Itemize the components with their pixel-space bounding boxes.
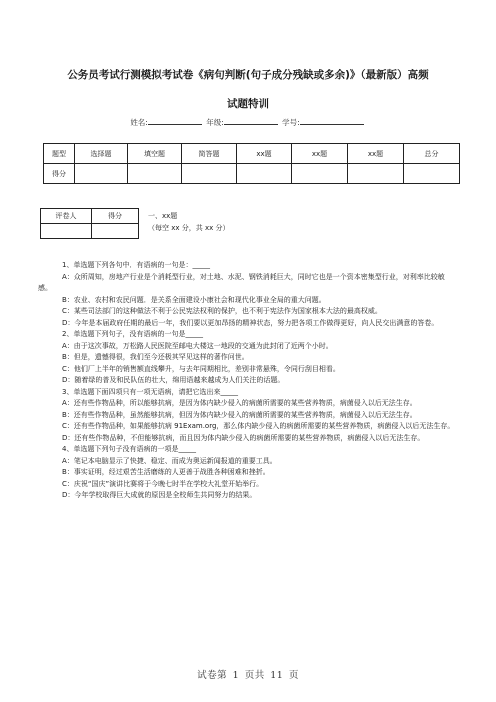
footer-prefix: 试卷第	[197, 670, 228, 681]
score-cell[interactable]	[128, 164, 182, 184]
score-table-header-row	[44, 144, 460, 164]
score-row-label: 得分	[44, 164, 75, 184]
grader-cell[interactable]	[41, 224, 92, 239]
answer-option[interactable]: C：庆祝“国庆”演讲比赛将于今晚七时半在学校大礼堂开始举行。	[62, 479, 264, 488]
answer-option[interactable]: A：还有些作物品种，所以能够抗病，是因为体内缺少侵入的病菌所需要的某些营养物质，病菌侵入以后无法生存。	[62, 399, 417, 407]
name-label: 姓名:	[130, 118, 148, 127]
score-header-cell: 总分	[404, 144, 460, 164]
answer-option[interactable]: D：今年学校取得巨大成就的原因是全校师生共同努力的结果。	[62, 491, 257, 499]
answer-option[interactable]: C：某些司法部门的这种做法不利于公民宪法权利的保护，也不利于宪法作为国家根本大法的最高权威。	[62, 307, 382, 315]
score-header-cell: 填空题	[128, 144, 182, 164]
grader-label: 评卷人	[41, 209, 92, 224]
question-stem: 1、单选题下列各句中．有语病的一句是：_____	[62, 261, 210, 269]
section-subtitle: （每空 xx 分，共 xx 分）	[148, 224, 230, 232]
score-header-cell: xx题	[237, 144, 292, 164]
answer-option[interactable]: D：随着绿的普及和民队伍的壮大，绵用语越来越成为人们关注的话题。	[62, 376, 285, 384]
score-header-cell: 选择题	[75, 144, 128, 164]
exam-title-line2: 试题特训	[227, 98, 269, 110]
score-cell[interactable]	[75, 164, 128, 184]
score-header-cell: xx题	[292, 144, 348, 164]
answer-option[interactable]: C：他们厂上半年的销售额直线攀升，与去年同期相比，差别非常悬殊，令同行刮目相看。	[62, 364, 340, 373]
question-stem: 2、单选题下列句子，没有语病的一句是_____	[62, 330, 203, 338]
question-stem: 4、单选题下列句子没有语病的一项是_____	[62, 445, 196, 453]
score-table-score-row	[44, 164, 460, 184]
score-cell[interactable]	[348, 164, 404, 184]
name-blank	[148, 117, 202, 125]
answer-option[interactable]: B：事实证明，经过艰苦生活磨练的人更善于战胜各种困难和挫折。	[62, 468, 270, 476]
score-table	[43, 143, 460, 184]
grade-blank	[224, 117, 278, 125]
answer-option[interactable]: A：由于这次事故，万松路人民医院至邮电大楼这一地段的交通为此封闭了近两个小时。	[62, 341, 333, 350]
answer-option[interactable]: B：还有些作物品种，虽然能够抗病，但因为体内缺少侵入的病菌所需要的某些营养物质，病菌侵入以后无法生存。	[62, 410, 417, 419]
page-footer	[0, 667, 496, 681]
score-header-cell: 题型	[44, 144, 75, 164]
footer-total-pages: 11	[270, 670, 284, 681]
grader-score-cell[interactable]	[92, 224, 139, 239]
answer-option[interactable]: C：还有些作物品种，如果能够抗病 91Exam.org，那么体内缺少侵入的病菌所需要的某些营养物质，病菌侵入以后无法生存。	[62, 422, 455, 430]
answer-option[interactable]: D：还有些作物品种，不但能够抗病，而且因为体内缺少侵入的病菌所需要的某些营养物质，病菌侵入以后无法生存。	[62, 433, 425, 442]
score-header-cell: 简答题	[182, 144, 237, 164]
answer-option[interactable]: B：但是，遗憾得很，我们至今还极其罕见这样的著作问世。	[62, 353, 249, 361]
score-cell[interactable]	[404, 164, 460, 184]
answer-option[interactable]: D：今年是本届政府任期的最后一年，我们要以更加昂扬的精神状态，努力把各项工作做得更好，向人民交出满意的答卷。	[62, 318, 439, 327]
question-list	[38, 260, 456, 502]
footer-page-number: 1	[232, 670, 240, 681]
score-cell[interactable]	[182, 164, 237, 184]
answer-option[interactable]: A：笔记本电脑显示了快捷、稳定、而成为奥运新闻报道的重要工具。	[62, 456, 277, 465]
id-blank	[300, 117, 364, 125]
footer-suffix: 页	[288, 670, 299, 681]
grader-table	[40, 208, 139, 239]
footer-middle: 页共	[244, 670, 265, 681]
score-header-cell: xx题	[348, 144, 404, 164]
score-cell[interactable]	[237, 164, 292, 184]
grade-label: 年级:	[206, 118, 224, 127]
question-stem: 3、单选题下面四项只有一项无语病，请把它选出来_____	[62, 387, 238, 396]
section-title: 一、xx题	[148, 212, 178, 220]
grader-score-label: 得分	[92, 209, 139, 224]
answer-option[interactable]: B：农业、农村和农民问题．是关系全面建设小康社会和现代化事业全局的重大问题。	[62, 295, 326, 304]
section-heading	[148, 210, 229, 234]
answer-option[interactable]: A：众所周知，房地产行业是个消耗型行业，对土地、水泥、钢铁消耗巨大，同时它也是一个资本密集型行业，对利率比较敏感。	[38, 272, 445, 292]
exam-title-line1: 公务员考试行测模拟考试卷《病句判断(句子成分残缺或多余)》（最新版）高频	[67, 69, 429, 81]
student-info-line	[0, 117, 496, 128]
score-cell[interactable]	[292, 164, 348, 184]
id-label: 学号:	[282, 118, 300, 127]
